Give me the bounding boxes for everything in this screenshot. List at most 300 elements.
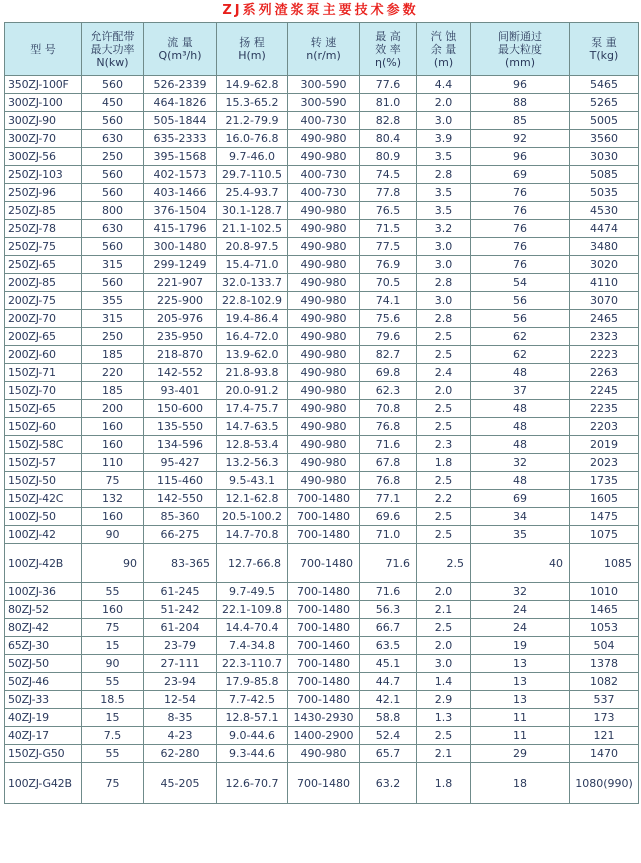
table-cell: 185 xyxy=(82,346,144,364)
table-cell: 110 xyxy=(82,454,144,472)
table-cell: 20.8-97.5 xyxy=(217,238,288,256)
table-cell: 22.1-109.8 xyxy=(217,601,288,619)
table-cell: 71.6 xyxy=(360,583,417,601)
table-cell: 150ZJ-50 xyxy=(5,472,82,490)
table-cell: 490-980 xyxy=(288,382,360,400)
table-cell: 225-900 xyxy=(144,292,217,310)
table-cell: 62 xyxy=(471,346,570,364)
table-row xyxy=(5,655,639,673)
table-cell: 3.0 xyxy=(417,292,471,310)
table-cell: 3.0 xyxy=(417,256,471,274)
table-cell: 635-2333 xyxy=(144,130,217,148)
table-cell: 1475 xyxy=(570,508,639,526)
column-header-line: N(kw) xyxy=(96,55,129,69)
column-header-line: n(r/m) xyxy=(306,49,341,62)
table-cell: 19.4-86.4 xyxy=(217,310,288,328)
table-cell: 526-2339 xyxy=(144,76,217,94)
table-cell: 2.5 xyxy=(417,544,471,583)
table-cell: 490-980 xyxy=(288,292,360,310)
table-cell: 160 xyxy=(82,418,144,436)
table-cell: 14.4-70.4 xyxy=(217,619,288,637)
table-cell: 2.1 xyxy=(417,601,471,619)
table-cell: 62-280 xyxy=(144,745,217,763)
table-cell: 132 xyxy=(82,490,144,508)
table-cell: 300ZJ-56 xyxy=(5,148,82,166)
table-cell: 71.5 xyxy=(360,220,417,238)
table-cell: 3.0 xyxy=(417,238,471,256)
column-header xyxy=(471,23,570,76)
table-cell: 464-1826 xyxy=(144,94,217,112)
table-cell: 200ZJ-85 xyxy=(5,274,82,292)
table-row xyxy=(5,691,639,709)
table-cell: 34 xyxy=(471,508,570,526)
table-cell: 1.8 xyxy=(417,454,471,472)
table-cell: 13 xyxy=(471,655,570,673)
table-cell: 9.7-49.5 xyxy=(217,583,288,601)
table-cell: 77.5 xyxy=(360,238,417,256)
table-cell: 490-980 xyxy=(288,148,360,166)
table-cell: 160 xyxy=(82,508,144,526)
table-cell: 150ZJ-71 xyxy=(5,364,82,382)
table-cell: 22.8-102.9 xyxy=(217,292,288,310)
table-cell: 700-1480 xyxy=(288,526,360,544)
table-cell: 74.5 xyxy=(360,166,417,184)
table-cell: 9.3-44.6 xyxy=(217,745,288,763)
table-cell: 560 xyxy=(82,274,144,292)
table-cell: 44.7 xyxy=(360,673,417,691)
column-header-line: Q(m³/h) xyxy=(158,49,202,62)
table-cell: 14.9-62.8 xyxy=(217,76,288,94)
table-cell: 402-1573 xyxy=(144,166,217,184)
table-cell: 150ZJ-70 xyxy=(5,382,82,400)
table-cell: 5005 xyxy=(570,112,639,130)
table-cell: 69 xyxy=(471,490,570,508)
table-cell: 7.7-42.5 xyxy=(217,691,288,709)
column-header-line: 转 速 xyxy=(310,36,337,49)
table-cell: 96 xyxy=(471,148,570,166)
table-cell: 2.3 xyxy=(417,436,471,454)
table-cell: 560 xyxy=(82,238,144,256)
table-cell: 700-1480 xyxy=(288,544,360,583)
table-row xyxy=(5,673,639,691)
table-cell: 1605 xyxy=(570,490,639,508)
table-cell: 1082 xyxy=(570,673,639,691)
table-cell: 48 xyxy=(471,436,570,454)
column-header-line: 型 号 xyxy=(30,42,56,56)
table-cell: 18.5 xyxy=(82,691,144,709)
table-cell: 2223 xyxy=(570,346,639,364)
table-cell: 54 xyxy=(471,274,570,292)
table-cell: 505-1844 xyxy=(144,112,217,130)
table-cell: 700-1480 xyxy=(288,673,360,691)
table-row xyxy=(5,310,639,328)
table-cell: 24 xyxy=(471,601,570,619)
table-cell: 100ZJ-42 xyxy=(5,526,82,544)
table-cell: 80.4 xyxy=(360,130,417,148)
table-cell: 700-1480 xyxy=(288,583,360,601)
table-row xyxy=(5,76,639,94)
table-cell: 76 xyxy=(471,238,570,256)
table-row xyxy=(5,418,639,436)
table-cell: 490-980 xyxy=(288,364,360,382)
table-cell: 1053 xyxy=(570,619,639,637)
column-header-line: 最大功率 xyxy=(90,42,135,56)
table-row xyxy=(5,382,639,400)
table-cell: 700-1480 xyxy=(288,619,360,637)
table-cell: 24 xyxy=(471,619,570,637)
table-cell: 300-590 xyxy=(288,76,360,94)
column-header-line: 扬 程 xyxy=(239,36,265,49)
table-cell: 300ZJ-70 xyxy=(5,130,82,148)
table-cell: 69 xyxy=(471,166,570,184)
table-cell: 1465 xyxy=(570,601,639,619)
table-cell: 65.7 xyxy=(360,745,417,763)
table-cell: 70.5 xyxy=(360,274,417,292)
table-cell: 250 xyxy=(82,148,144,166)
table-cell: 250ZJ-85 xyxy=(5,202,82,220)
table-cell: 3020 xyxy=(570,256,639,274)
column-header-line: 流 量 xyxy=(167,36,193,49)
table-cell: 76.8 xyxy=(360,418,417,436)
table-cell: 5465 xyxy=(570,76,639,94)
table-cell: 150ZJ-G50 xyxy=(5,745,82,763)
table-cell: 76.9 xyxy=(360,256,417,274)
table-cell: 490-980 xyxy=(288,238,360,256)
table-cell: 185 xyxy=(82,382,144,400)
table-cell: 76 xyxy=(471,256,570,274)
table-row xyxy=(5,526,639,544)
table-cell: 17.9-85.8 xyxy=(217,673,288,691)
table-cell: 700-1460 xyxy=(288,637,360,655)
table-cell: 32 xyxy=(471,454,570,472)
table-cell: 250ZJ-65 xyxy=(5,256,82,274)
column-header xyxy=(570,23,639,76)
table-cell: 48 xyxy=(471,418,570,436)
table-cell: 7.5 xyxy=(82,727,144,745)
table-cell: 85-360 xyxy=(144,508,217,526)
table-cell: 52.4 xyxy=(360,727,417,745)
table-cell: 12-54 xyxy=(144,691,217,709)
table-cell: 700-1480 xyxy=(288,601,360,619)
table-cell: 135-550 xyxy=(144,418,217,436)
header-row xyxy=(5,23,639,76)
table-title: ZJ系列渣浆泵主要技术参数 xyxy=(222,3,419,18)
table-cell: 90 xyxy=(82,655,144,673)
table-cell: 71.6 xyxy=(360,544,417,583)
table-cell: 12.7-66.8 xyxy=(217,544,288,583)
table-cell: 21.8-93.8 xyxy=(217,364,288,382)
table-cell: 2.2 xyxy=(417,490,471,508)
table-cell: 75.6 xyxy=(360,310,417,328)
column-header xyxy=(82,23,144,76)
table-cell: 1080(990) xyxy=(570,763,639,804)
table-cell: 300ZJ-90 xyxy=(5,112,82,130)
table-cell: 77.6 xyxy=(360,76,417,94)
table-cell: 83-365 xyxy=(144,544,217,583)
table-cell: 3.5 xyxy=(417,148,471,166)
table-row xyxy=(5,256,639,274)
table-cell: 2.0 xyxy=(417,382,471,400)
table-cell: 27-111 xyxy=(144,655,217,673)
table-body xyxy=(5,76,639,804)
table-row xyxy=(5,364,639,382)
table-cell: 51-242 xyxy=(144,601,217,619)
table-cell: 15.4-71.0 xyxy=(217,256,288,274)
table-cell: 250ZJ-75 xyxy=(5,238,82,256)
table-cell: 30.1-128.7 xyxy=(217,202,288,220)
table-cell: 2.5 xyxy=(417,619,471,637)
table-cell: 95-427 xyxy=(144,454,217,472)
table-cell: 490-980 xyxy=(288,346,360,364)
column-header-line: 最大粒度 xyxy=(498,42,542,56)
table-cell: 200 xyxy=(82,400,144,418)
table-cell: 29.7-110.5 xyxy=(217,166,288,184)
table-cell: 12.8-57.1 xyxy=(217,709,288,727)
column-header-line: 效 率 xyxy=(375,42,401,56)
table-cell: 142-550 xyxy=(144,490,217,508)
table-cell: 4530 xyxy=(570,202,639,220)
table-cell: 63.5 xyxy=(360,637,417,655)
table-cell: 700-1480 xyxy=(288,508,360,526)
column-header xyxy=(144,23,217,76)
spec-table xyxy=(4,22,639,804)
table-cell: 2.0 xyxy=(417,94,471,112)
table-cell: 2023 xyxy=(570,454,639,472)
table-cell: 221-907 xyxy=(144,274,217,292)
table-cell: 9.5-43.1 xyxy=(217,472,288,490)
table-cell: 490-980 xyxy=(288,418,360,436)
table-cell: 61-204 xyxy=(144,619,217,637)
table-row xyxy=(5,745,639,763)
table-cell: 15 xyxy=(82,709,144,727)
table-cell: 82.7 xyxy=(360,346,417,364)
column-header xyxy=(360,23,417,76)
table-cell: 4110 xyxy=(570,274,639,292)
table-row xyxy=(5,292,639,310)
table-cell: 50ZJ-46 xyxy=(5,673,82,691)
table-cell: 250ZJ-78 xyxy=(5,220,82,238)
table-cell: 200ZJ-65 xyxy=(5,328,82,346)
table-cell: 490-980 xyxy=(288,256,360,274)
table-row xyxy=(5,763,639,804)
table-cell: 3.5 xyxy=(417,184,471,202)
table-cell: 12.6-70.7 xyxy=(217,763,288,804)
table-cell: 700-1480 xyxy=(288,490,360,508)
table-cell: 2.5 xyxy=(417,727,471,745)
column-header-line: 汽 蚀 xyxy=(430,29,457,43)
table-cell: 76 xyxy=(471,220,570,238)
table-cell: 3.9 xyxy=(417,130,471,148)
table-row xyxy=(5,148,639,166)
table-row xyxy=(5,454,639,472)
table-cell: 376-1504 xyxy=(144,202,217,220)
table-cell: 3070 xyxy=(570,292,639,310)
table-cell: 490-980 xyxy=(288,274,360,292)
table-cell: 490-980 xyxy=(288,220,360,238)
table-cell: 23-94 xyxy=(144,673,217,691)
table-cell: 85 xyxy=(471,112,570,130)
table-cell: 2.5 xyxy=(417,418,471,436)
table-row xyxy=(5,328,639,346)
table-cell: 20.5-100.2 xyxy=(217,508,288,526)
column-header-line: (mm) xyxy=(504,55,535,69)
table-cell: 76 xyxy=(471,184,570,202)
table-cell: 700-1480 xyxy=(288,691,360,709)
table-cell: 220 xyxy=(82,364,144,382)
table-row xyxy=(5,544,639,583)
column-header-line: 泵 重 xyxy=(591,36,617,49)
table-row xyxy=(5,490,639,508)
table-cell: 350ZJ-100F xyxy=(5,76,82,94)
table-cell: 2203 xyxy=(570,418,639,436)
table-cell: 490-980 xyxy=(288,328,360,346)
table-cell: 150ZJ-65 xyxy=(5,400,82,418)
table-cell: 66-275 xyxy=(144,526,217,544)
table-cell: 69.8 xyxy=(360,364,417,382)
table-row xyxy=(5,346,639,364)
table-cell: 37 xyxy=(471,382,570,400)
table-cell: 92 xyxy=(471,130,570,148)
column-header-line: 最 高 xyxy=(375,29,401,43)
table-cell: 71.6 xyxy=(360,436,417,454)
table-cell: 58.8 xyxy=(360,709,417,727)
table-row xyxy=(5,202,639,220)
table-cell: 40 xyxy=(471,544,570,583)
table-cell: 490-980 xyxy=(288,454,360,472)
table-cell: 75 xyxy=(82,472,144,490)
table-cell: 40ZJ-17 xyxy=(5,727,82,745)
table-cell: 400-730 xyxy=(288,184,360,202)
table-cell: 560 xyxy=(82,112,144,130)
table-cell: 88 xyxy=(471,94,570,112)
table-cell: 7.4-34.8 xyxy=(217,637,288,655)
table-cell: 3.5 xyxy=(417,202,471,220)
table-cell: 16.4-72.0 xyxy=(217,328,288,346)
table-row xyxy=(5,637,639,655)
column-header-line: 间断通过 xyxy=(498,29,542,43)
column-header-line: 允许配带 xyxy=(90,29,135,43)
table-cell: 2.4 xyxy=(417,364,471,382)
table-cell: 2.8 xyxy=(417,274,471,292)
table-row xyxy=(5,112,639,130)
table-cell: 25.4-93.7 xyxy=(217,184,288,202)
table-cell: 70.8 xyxy=(360,400,417,418)
table-cell: 355 xyxy=(82,292,144,310)
column-header xyxy=(288,23,360,76)
table-cell: 82.8 xyxy=(360,112,417,130)
table-cell: 560 xyxy=(82,184,144,202)
table-cell: 2235 xyxy=(570,400,639,418)
table-cell: 100ZJ-50 xyxy=(5,508,82,526)
table-cell: 400-730 xyxy=(288,112,360,130)
table-cell: 13 xyxy=(471,691,570,709)
table-cell: 65ZJ-30 xyxy=(5,637,82,655)
table-cell: 3560 xyxy=(570,130,639,148)
table-cell: 2245 xyxy=(570,382,639,400)
table-row xyxy=(5,94,639,112)
table-cell: 315 xyxy=(82,256,144,274)
table-cell: 18 xyxy=(471,763,570,804)
table-cell: 150ZJ-42C xyxy=(5,490,82,508)
table-cell: 403-1466 xyxy=(144,184,217,202)
table-cell: 22.3-110.7 xyxy=(217,655,288,673)
table-cell: 63.2 xyxy=(360,763,417,804)
table-cell: 81.0 xyxy=(360,94,417,112)
table-cell: 250ZJ-96 xyxy=(5,184,82,202)
table-cell: 2.8 xyxy=(417,310,471,328)
table-cell: 2.5 xyxy=(417,328,471,346)
table-cell: 250ZJ-103 xyxy=(5,166,82,184)
table-cell: 12.1-62.8 xyxy=(217,490,288,508)
table-cell: 56.3 xyxy=(360,601,417,619)
table-cell: 66.7 xyxy=(360,619,417,637)
table-cell: 16.0-76.8 xyxy=(217,130,288,148)
column-header-line: H(m) xyxy=(238,49,266,62)
table-row xyxy=(5,727,639,745)
table-cell: 13.2-56.3 xyxy=(217,454,288,472)
table-cell: 32.0-133.7 xyxy=(217,274,288,292)
table-cell: 200ZJ-70 xyxy=(5,310,82,328)
table-row xyxy=(5,709,639,727)
table-cell: 250 xyxy=(82,328,144,346)
table-row xyxy=(5,601,639,619)
table-cell: 48 xyxy=(471,400,570,418)
table-cell: 630 xyxy=(82,130,144,148)
table-cell: 490-980 xyxy=(288,400,360,418)
table-cell: 150ZJ-57 xyxy=(5,454,82,472)
table-cell: 2.8 xyxy=(417,166,471,184)
table-row xyxy=(5,274,639,292)
table-cell: 121 xyxy=(570,727,639,745)
table-cell: 90 xyxy=(82,526,144,544)
table-cell: 11 xyxy=(471,709,570,727)
table-cell: 55 xyxy=(82,673,144,691)
table-cell: 1.4 xyxy=(417,673,471,691)
table-cell: 300ZJ-100 xyxy=(5,94,82,112)
table-cell: 800 xyxy=(82,202,144,220)
table-cell: 50ZJ-50 xyxy=(5,655,82,673)
table-row xyxy=(5,619,639,637)
table-cell: 3.0 xyxy=(417,655,471,673)
table-cell: 2.0 xyxy=(417,637,471,655)
table-cell: 218-870 xyxy=(144,346,217,364)
table-cell: 29 xyxy=(471,745,570,763)
table-cell: 80.9 xyxy=(360,148,417,166)
table-cell: 19 xyxy=(471,637,570,655)
table-cell: 11 xyxy=(471,727,570,745)
table-row xyxy=(5,508,639,526)
table-cell: 1378 xyxy=(570,655,639,673)
table-cell: 200ZJ-60 xyxy=(5,346,82,364)
table-cell: 76.8 xyxy=(360,472,417,490)
table-cell: 205-976 xyxy=(144,310,217,328)
table-cell: 115-460 xyxy=(144,472,217,490)
table-cell: 300-590 xyxy=(288,94,360,112)
table-cell: 1430-2930 xyxy=(288,709,360,727)
table-cell: 490-980 xyxy=(288,745,360,763)
table-cell: 61-245 xyxy=(144,583,217,601)
table-cell: 56 xyxy=(471,292,570,310)
table-cell: 80ZJ-42 xyxy=(5,619,82,637)
table-cell: 75 xyxy=(82,763,144,804)
table-cell: 15.3-65.2 xyxy=(217,94,288,112)
table-cell: 200ZJ-75 xyxy=(5,292,82,310)
table-cell: 504 xyxy=(570,637,639,655)
table-cell: 160 xyxy=(82,436,144,454)
table-cell: 400-730 xyxy=(288,166,360,184)
table-cell: 537 xyxy=(570,691,639,709)
table-cell: 150ZJ-60 xyxy=(5,418,82,436)
